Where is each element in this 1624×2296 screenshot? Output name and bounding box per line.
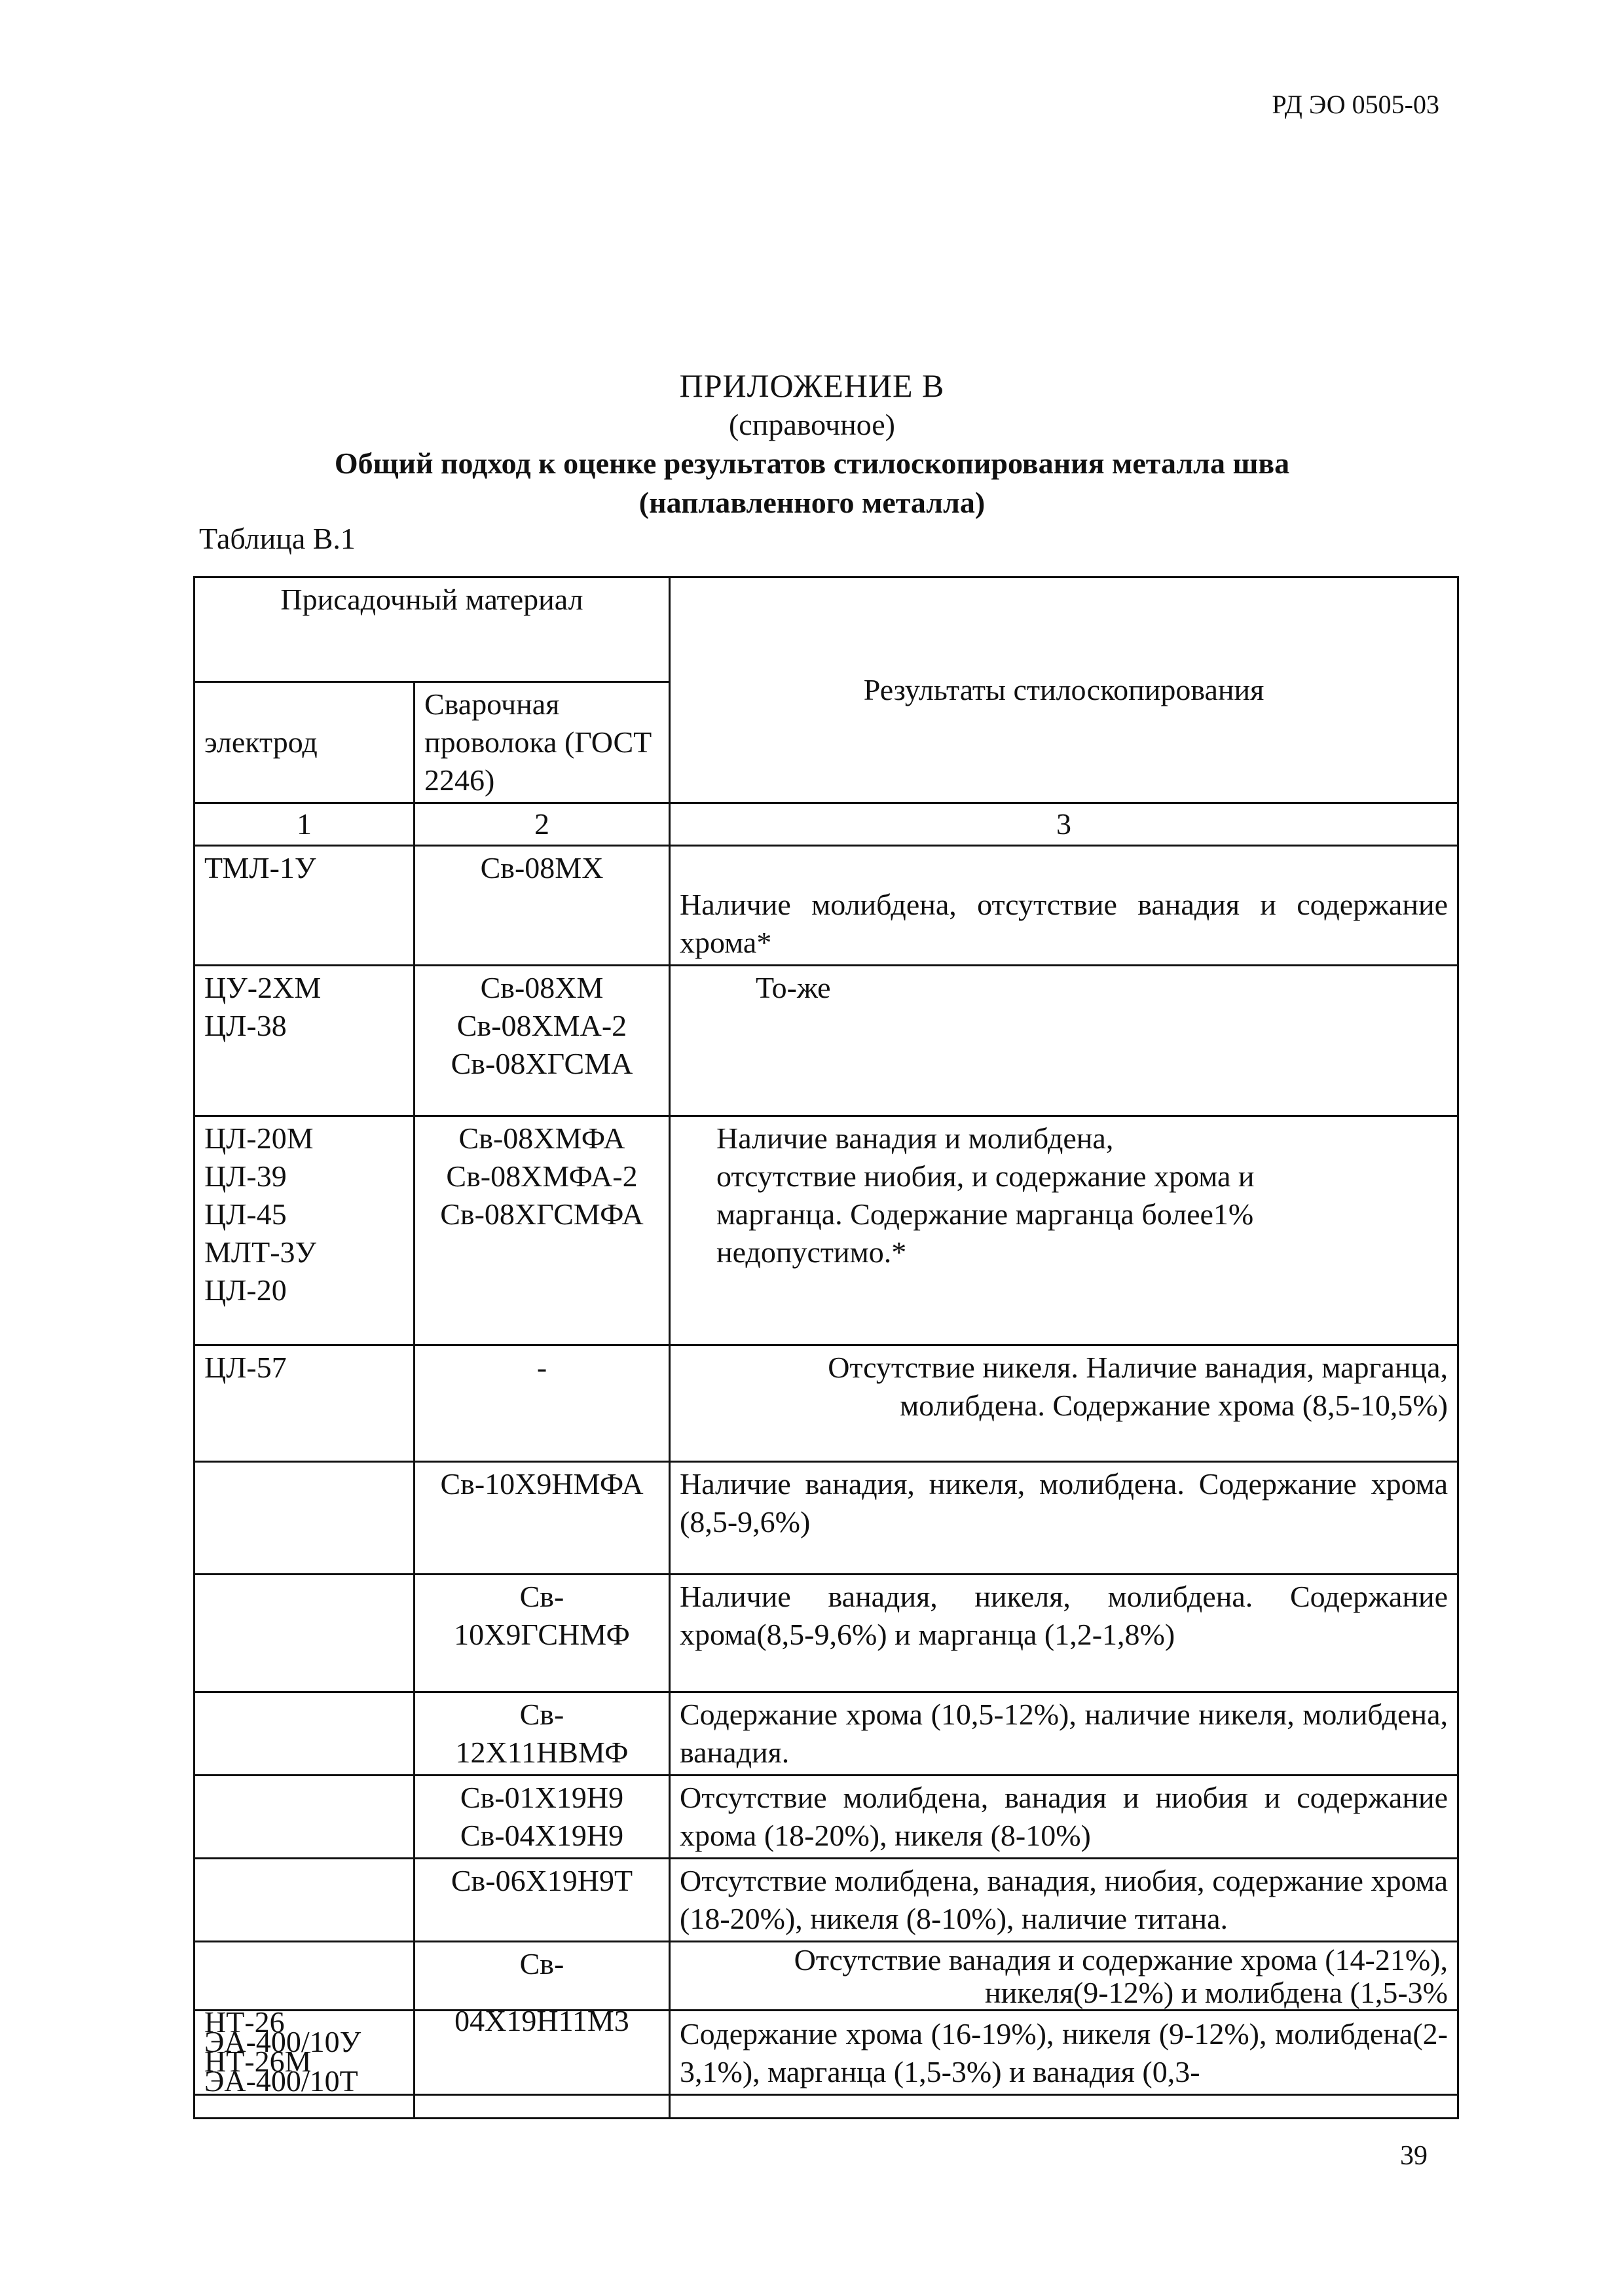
cell-wire: Св- 10Х9ГСНМФ [415,1575,670,1692]
cell-result: Отсутствие ванадия и содержание хрома (14-21%), никеля(9-12%) и молибдена (1,5-3% [670,1942,1458,2011]
cell-wire: Св- 12Х11НВМФ [415,1692,670,1776]
cell-electrode: ЦУ-2ХМ ЦЛ-38 [194,966,415,1116]
appendix-heading-line2: (наплавленного металла) [638,486,986,519]
header-results: Результаты стилоскопирования [670,577,1458,803]
appendix-kind: (справочное) [728,408,896,441]
col-number-2: 2 [415,803,670,846]
table-row [194,1116,1458,1345]
table-label: Таблица В.1 [199,522,356,555]
cell-result: Наличие ванадия и молибдена, отсутствие ниобия, и содержание хрома и марганца. Содержание марганца более1% недопустимо.* [670,1116,1458,1345]
cell-result: Наличие ванадия, никеля, молибдена. Содержание хрома(8,5-9,6%) и марганца (1,2-1,8%) [670,1575,1458,1692]
cell-electrode [194,1462,415,1575]
cell-wire: Св-08ХМ Св-08ХМА-2 Св-08ХГСМА [415,966,670,1116]
table-row [194,1462,1458,1575]
table-row [194,1575,1458,1692]
doc-code: РД ЭО 0505-03 [1272,90,1439,119]
cell-electrode [194,1859,415,1942]
cell-wire: - [415,1345,670,1462]
table-row [194,1776,1458,1859]
cell-wire: Св-08МХ [415,846,670,966]
page-number: 39 [1400,2141,1428,2171]
results-table [193,576,1459,2119]
title-block [196,365,1428,522]
cell-result: Отсутствие молибдена, ванадия, ниобия, содержание хрома (18-20%), никеля (8-10%), наличие титана. [670,1859,1458,1942]
cell-electrode [194,1942,415,2011]
cell-electrode [194,1575,415,1692]
cell-wire: Св-10Х9НМФА [415,1462,670,1575]
table-row [194,966,1458,1116]
appendix-title: ПРИЛОЖЕНИЕ В [679,367,945,404]
cell-wire: Св- [415,1942,670,2011]
table-row [194,1942,1458,2011]
cell-result: Наличие ванадия, никеля, молибдена. Содержание хрома (8,5-9,6%) [670,1462,1458,1575]
table-row [194,2011,1458,2095]
cell-result: Отсутствие молибдена, ванадия и ниобия и содержание хрома (18-20%), никеля (8-10%) [670,1776,1458,1859]
cell-electrode [194,1776,415,1859]
appendix-heading-line1: Общий подход к оценке результатов стилоскопирования металла шва [334,446,1290,480]
cell-electrode [194,1692,415,1776]
cell-electrode: НТ-26 ЭА-400/10У НТ-26М ЭА-400/10Т [194,2011,415,2095]
col-number-3: 3 [670,803,1458,846]
cell-electrode: ЦЛ-20М ЦЛ-39 ЦЛ-45 МЛТ-3У ЦЛ-20 [194,1116,415,1345]
cell-result [670,2095,1458,2119]
cell-electrode: ТМЛ-1У [194,846,415,966]
cell-result: Отсутствие никеля. Наличие ванадия, марганца, молибдена. Содержание хрома (8,5-10,5%) [670,1345,1458,1462]
table-row [194,1692,1458,1776]
cell-electrode [194,2095,415,2119]
table-row [194,2095,1458,2119]
cell-result: Наличие молибдена, отсутствие ванадия и содержание хрома* [670,846,1458,966]
cell-wire [415,2095,670,2119]
table-row [194,846,1458,966]
header-filler-material: Присадочный материал [194,577,670,682]
table-row [194,1859,1458,1942]
cell-result: Содержание хрома (16-19%), никеля (9-12%), молибдена(2-3,1%), марганца (1,5-3%) и ванадия (0,3- [670,2011,1458,2095]
cell-electrode: ЦЛ-57 [194,1345,415,1462]
table-row [194,1345,1458,1462]
col-number-1: 1 [194,803,415,846]
cell-wire: 04Х19Н11М3 [415,2011,670,2095]
cell-wire: Св-08ХМФА Св-08ХМФА-2 Св-08ХГСМФА [415,1116,670,1345]
cell-wire: Св-06Х19Н9Т [415,1859,670,1942]
cell-wire: Св-01Х19Н9 Св-04Х19Н9 [415,1776,670,1859]
header-wire: Сварочная проволока (ГОСТ 2246) [415,682,670,803]
header-electrode: электрод [194,682,415,803]
cell-result: То-же [670,966,1458,1116]
cell-result: Содержание хрома (10,5-12%), наличие никеля, молибдена, ванадия. [670,1692,1458,1776]
